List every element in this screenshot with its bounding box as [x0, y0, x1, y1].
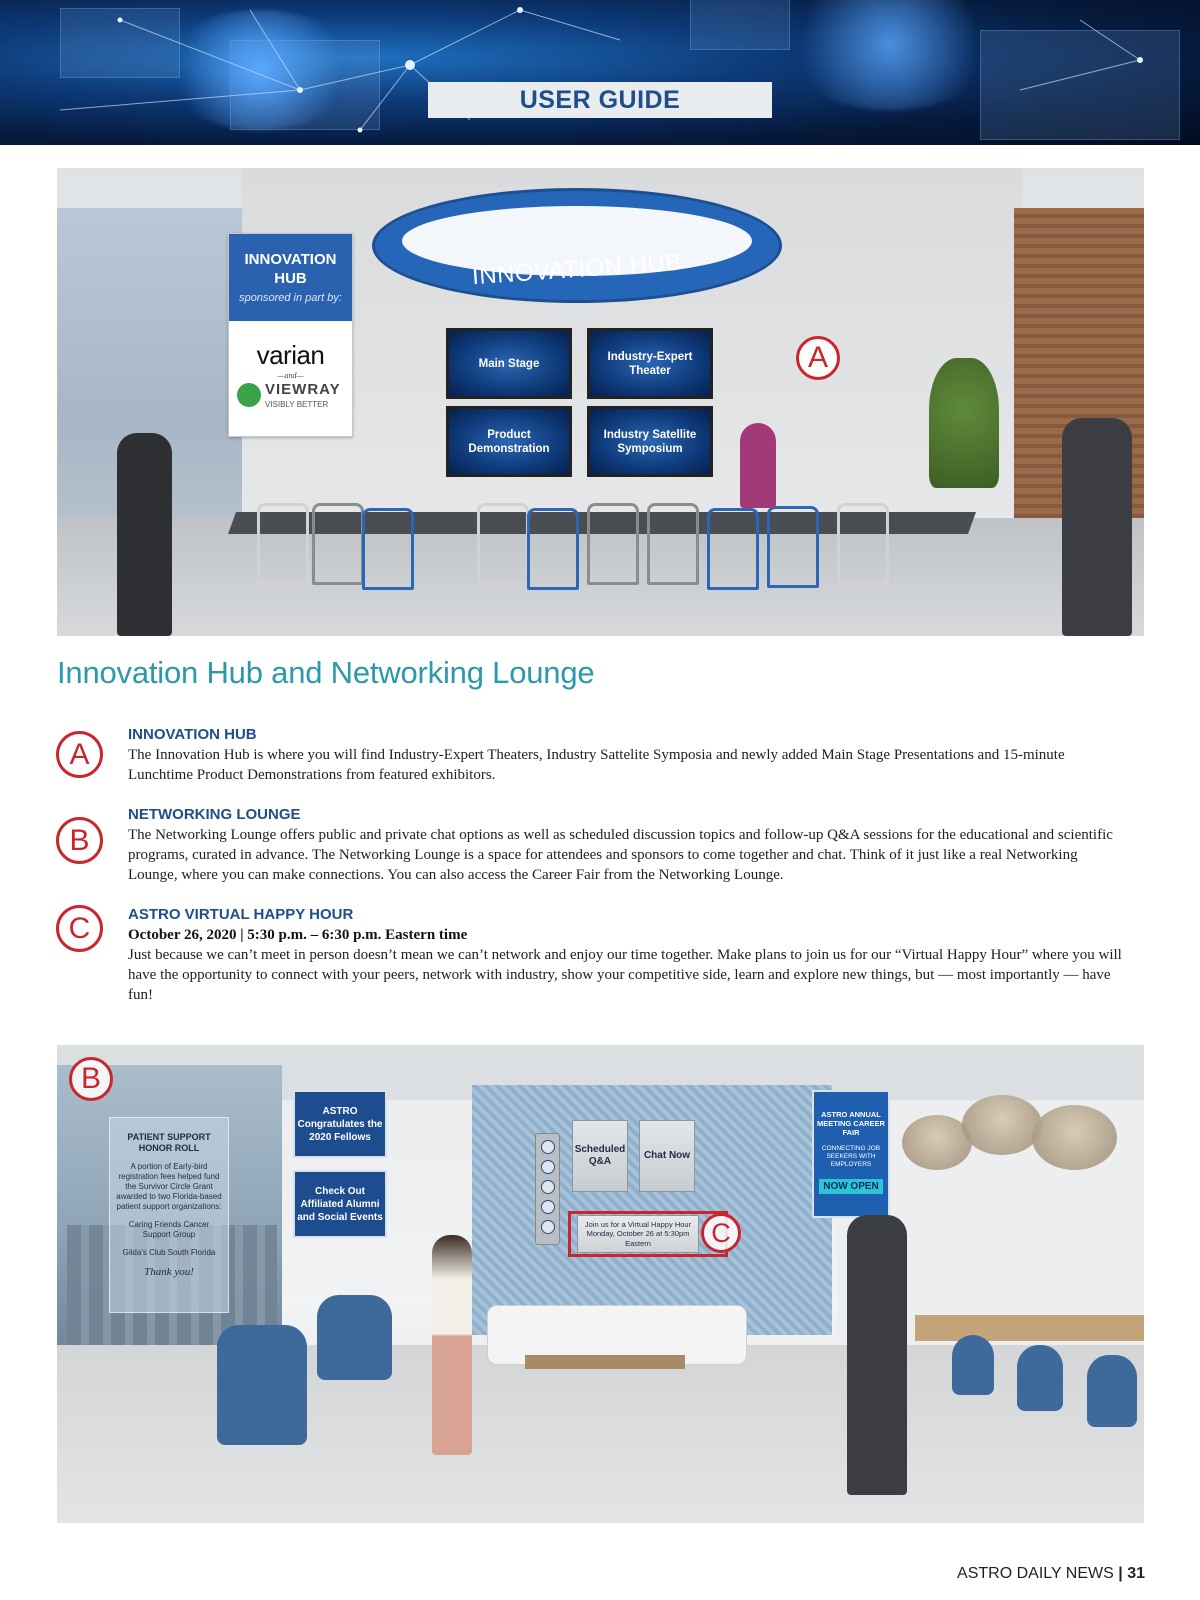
honor-roll-body: A portion of Early-bird registration fees helped fund the Survivor Circle Grant awarded to two Florida-based patient support organizations: [116, 1162, 222, 1211]
chair [477, 503, 529, 585]
header-banner [0, 0, 1200, 145]
person-standing [740, 423, 776, 508]
armchair [317, 1295, 392, 1380]
section-heading: Innovation Hub and Networking Lounge [57, 655, 595, 690]
page-footer [957, 1565, 1145, 1583]
marker-a: A [796, 336, 840, 380]
chair [362, 508, 414, 590]
pendant-lamp [1032, 1105, 1117, 1170]
honor-roll-org: Caring Friends Cancer Support Group [128, 1220, 210, 1239]
varian-logo: varian [256, 340, 325, 370]
youtube-icon[interactable] [541, 1200, 555, 1214]
sign-alumni-events[interactable]: Check Out Affiliated Alumni and Social Events [293, 1170, 387, 1238]
entry-title: ASTRO VIRTUAL HAPPY HOUR [128, 906, 354, 923]
viewray-logo-icon [237, 383, 261, 407]
entry-marker-a: A [56, 731, 103, 778]
viewray-tagline: VISIBLY BETTER [265, 400, 329, 409]
screen-product-demonstration[interactable]: Product Demonstration [446, 406, 572, 477]
dining-chair [1087, 1355, 1137, 1427]
linkedin-icon[interactable] [541, 1180, 555, 1194]
chair [257, 503, 309, 585]
viewray-logo: VIEWRAY [265, 381, 341, 398]
sponsor-banner [228, 233, 353, 437]
social-media-bar [535, 1133, 560, 1245]
entry-body: Just because we can’t meet in person doesn’t mean we can’t network and enjoy our time together. Make plans to join us for our “Virtual Happy Hour” where you will have the opportunity to connect with your peers, network with industry, show your competitive side, learn and explore new things, but — most importantly — have fun! [128, 947, 1122, 1003]
hub-ring-label: INNOVATION HUB [471, 248, 683, 291]
career-fair-title: ASTRO ANNUAL MEETING CAREER FAIR [817, 1110, 885, 1137]
honor-roll-panel [109, 1117, 229, 1313]
scheduled-qa-button[interactable]: Scheduled Q&A [572, 1120, 628, 1192]
person-man [847, 1215, 907, 1495]
entry-body: The Networking Lounge offers public and private chat options as well as scheduled discussion topics and follow-up Q&A sessions for the educational and scientific programs, curated in advance. The Networking Lounge is a space for attendees and sponsors to come together and chat. Think of it just like a real Networking Lounge, where you can make connections. You can also access the Career Fair from the Networking Lounge. [128, 827, 1113, 883]
coffee-table [525, 1355, 685, 1369]
honor-roll-thanks: Thank you! [144, 1266, 194, 1278]
entry-title: NETWORKING LOUNGE [128, 806, 301, 823]
chair [527, 508, 579, 590]
chair [837, 503, 889, 585]
marker-c: C [701, 1213, 741, 1253]
chair [312, 503, 364, 585]
entry-virtual-happy-hour [128, 905, 1128, 1005]
career-fair-sign[interactable] [812, 1090, 890, 1218]
screen-main-stage[interactable]: Main Stage [446, 328, 572, 399]
user-guide-title: USER GUIDE [519, 85, 681, 114]
armchair [217, 1325, 307, 1445]
instagram-icon[interactable] [541, 1220, 555, 1234]
chair [767, 506, 819, 588]
person-walking [1062, 418, 1132, 636]
page-number: 31 [1127, 1565, 1145, 1582]
dining-table [915, 1315, 1144, 1341]
twitter-icon[interactable] [541, 1160, 555, 1174]
facebook-icon[interactable] [541, 1140, 555, 1154]
honor-roll-org: Gilda's Club South Florida [122, 1248, 216, 1257]
chair [707, 508, 759, 590]
entry-marker-b: B [56, 817, 103, 864]
footer-separator: | [1118, 1565, 1123, 1582]
publication-name: ASTRO DAILY NEWS [957, 1565, 1114, 1582]
networking-lounge-illustration [57, 1045, 1144, 1523]
plant [929, 358, 999, 488]
entry-marker-c: C [56, 905, 103, 952]
person-woman [432, 1235, 472, 1455]
sponsor-banner-header [229, 234, 352, 321]
sponsor-banner-title: INNOVATION HUB [244, 251, 337, 287]
dining-chair [1017, 1345, 1063, 1411]
happy-hour-plate[interactable]: Join us for a Virtual Happy Hour Monday, October 26 at 5:30pm Eastern [577, 1215, 699, 1253]
user-guide-title-box [428, 82, 772, 118]
screen-industry-expert-theater[interactable]: Industry-Expert Theater [587, 328, 713, 399]
marker-b: B [69, 1057, 113, 1101]
dining-chair [952, 1335, 994, 1395]
entry-title: INNOVATION HUB [128, 726, 257, 743]
sign-fellows[interactable]: ASTRO Congratulates the 2020 Fellows [293, 1090, 387, 1158]
innovation-hub-illustration [57, 168, 1144, 636]
sponsor-banner-subtitle: sponsored in part by: [239, 292, 342, 304]
entry-date: October 26, 2020 | 5:30 p.m. – 6:30 p.m. Eastern time [128, 927, 468, 943]
chat-now-button[interactable]: Chat Now [639, 1120, 695, 1192]
screen-industry-satellite-symposium[interactable]: Industry Satellite Symposium [587, 406, 713, 477]
honor-roll-title: PATIENT SUPPORT HONOR ROLL [127, 1132, 211, 1153]
person-walking [117, 433, 172, 636]
entry-networking-lounge [128, 805, 1128, 885]
pendant-lamp [962, 1095, 1042, 1155]
sponsor-and: —and— [277, 371, 304, 380]
career-fair-open-button[interactable]: NOW OPEN [819, 1179, 883, 1194]
entry-innovation-hub [128, 725, 1128, 785]
network-lines-graphic [0, 0, 1200, 145]
career-fair-subtitle: CONNECTING JOB SEEKERS WITH EMPLOYERS [821, 1145, 881, 1168]
chair [647, 503, 699, 585]
entry-body: The Innovation Hub is where you will find Industry-Expert Theaters, Industry Sattelite Symposia and newly added Main Stage Presentations and 15-minute Lunchtime Product Demonstrations from featured exhibitors. [128, 747, 1065, 783]
chair [587, 503, 639, 585]
